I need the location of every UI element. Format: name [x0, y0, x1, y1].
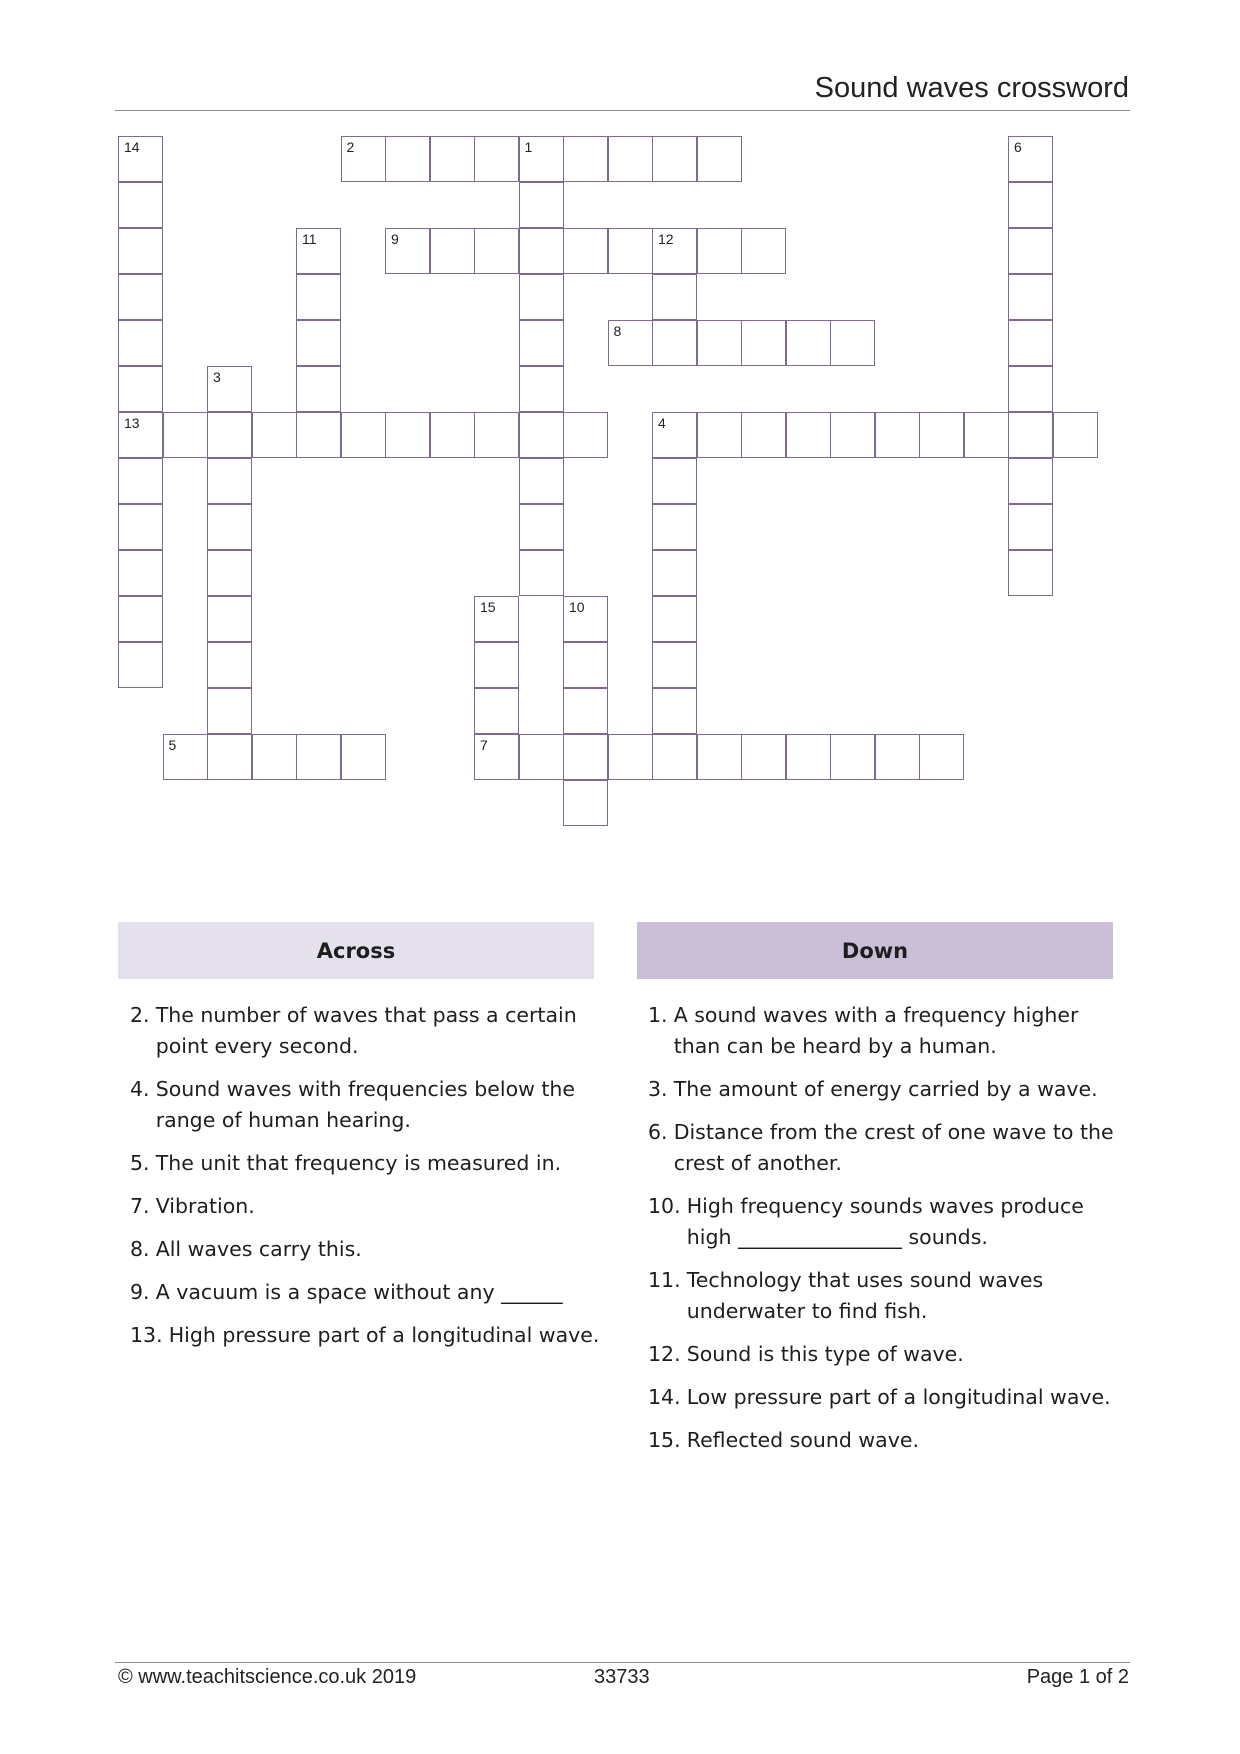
clue-number: 3.	[648, 1077, 668, 1101]
clue-text: High pressure part of a longitudinal wave.	[168, 1323, 600, 1347]
clue-text: High frequency sounds waves produce high ________________ sounds.	[686, 1194, 1084, 1249]
crossword-cell[interactable]	[296, 274, 341, 320]
footer-page-number: Page 1 of 2	[1026, 1666, 1129, 1688]
crossword-cell[interactable]	[474, 136, 519, 182]
crossword-cell[interactable]	[474, 228, 519, 274]
crossword-cell[interactable]	[741, 320, 786, 366]
crossword-cell[interactable]	[652, 596, 697, 642]
clue-number: 7.	[130, 1194, 150, 1218]
clue-number: 1.	[648, 1003, 668, 1027]
crossword-cell[interactable]	[118, 550, 163, 596]
crossword-cell[interactable]	[118, 412, 163, 458]
crossword-cell[interactable]	[118, 182, 163, 228]
clue-number-label: 11	[302, 231, 317, 247]
crossword-cell[interactable]	[163, 734, 208, 780]
crossword-cell[interactable]	[1053, 412, 1098, 458]
down-clue-15	[648, 1425, 1118, 1456]
crossword-cell[interactable]	[118, 320, 163, 366]
crossword-cell[interactable]	[118, 504, 163, 550]
crossword-cell[interactable]	[964, 412, 1009, 458]
crossword-cell[interactable]	[519, 182, 564, 228]
clue-number: 11.	[648, 1268, 681, 1292]
crossword-cell[interactable]	[652, 228, 697, 274]
clue-number: 2.	[130, 1003, 150, 1027]
clue-number: 4.	[130, 1077, 150, 1101]
crossword-cell[interactable]	[652, 136, 697, 182]
crossword-cell[interactable]	[519, 228, 564, 274]
crossword-cell[interactable]	[786, 320, 831, 366]
crossword-cell[interactable]	[296, 228, 341, 274]
crossword-cell[interactable]	[474, 688, 519, 734]
crossword-cell[interactable]	[385, 228, 430, 274]
clue-number: 15.	[648, 1428, 681, 1452]
crossword-cell[interactable]	[474, 642, 519, 688]
crossword-cell[interactable]	[830, 320, 875, 366]
crossword-cell[interactable]	[919, 412, 964, 458]
clue-text: All waves carry this.	[155, 1237, 362, 1261]
crossword-cell[interactable]	[207, 596, 252, 642]
crossword-cell[interactable]	[563, 596, 608, 642]
across-header: Across	[118, 922, 594, 979]
crossword-cell[interactable]	[608, 734, 653, 780]
clue-text: The amount of energy carried by a wave.	[673, 1077, 1098, 1101]
clue-number-label: 4	[658, 415, 666, 431]
clue-text: The unit that frequency is measured in.	[155, 1151, 562, 1175]
crossword-cell[interactable]	[652, 458, 697, 504]
crossword-cell[interactable]	[652, 320, 697, 366]
crossword-cell[interactable]	[697, 320, 742, 366]
clue-number-label: 9	[391, 231, 399, 247]
crossword-cell[interactable]	[118, 642, 163, 688]
clue-number: 9.	[130, 1280, 150, 1304]
down-clue-3	[648, 1074, 1118, 1105]
clue-number-label: 1	[524, 139, 533, 155]
clue-number: 8.	[130, 1237, 150, 1261]
clue-number-label: 3	[213, 369, 221, 385]
clue-number-label: 12	[658, 231, 674, 247]
clue-text: Distance from the crest of one wave to the crest of another.	[673, 1120, 1114, 1175]
footer-copyright: © www.teachitscience.co.uk 2019	[118, 1666, 417, 1688]
down-clue-14	[648, 1382, 1118, 1413]
crossword-cell[interactable]	[919, 734, 964, 780]
page-title: Sound waves crossword	[814, 72, 1129, 104]
crossword-cell[interactable]	[652, 550, 697, 596]
crossword-cell[interactable]	[652, 412, 697, 458]
crossword-cell[interactable]	[875, 412, 920, 458]
crossword-cell[interactable]	[207, 458, 252, 504]
crossword-cell[interactable]	[207, 412, 252, 458]
crossword-cell[interactable]	[1008, 366, 1053, 412]
clue-number-label: 2	[346, 139, 355, 155]
crossword-cell[interactable]	[1008, 550, 1053, 596]
crossword-cell[interactable]	[430, 228, 475, 274]
clue-number-label: 7	[480, 737, 488, 753]
crossword-cell[interactable]	[118, 366, 163, 412]
down-header: Down	[637, 922, 1113, 979]
down-clue-list	[648, 1000, 1118, 1468]
crossword-cell[interactable]	[474, 412, 519, 458]
crossword-cell[interactable]	[519, 366, 564, 412]
crossword-cell[interactable]	[296, 320, 341, 366]
crossword-cell[interactable]	[207, 366, 252, 412]
crossword-cell[interactable]	[118, 136, 163, 182]
crossword-cell[interactable]	[652, 734, 697, 780]
crossword-cell[interactable]	[118, 274, 163, 320]
across-clue-8	[130, 1234, 600, 1265]
clue-number: 10.	[648, 1194, 681, 1218]
across-clue-5	[130, 1148, 600, 1179]
clue-text: Sound is this type of wave.	[686, 1342, 964, 1366]
clue-number-label: 14	[124, 139, 140, 155]
crossword-cell[interactable]	[741, 412, 786, 458]
crossword-cell[interactable]	[830, 734, 875, 780]
down-clue-11	[648, 1265, 1118, 1327]
crossword-cell[interactable]	[296, 366, 341, 412]
crossword-cell[interactable]	[608, 320, 653, 366]
clue-number-label: 6	[1014, 139, 1022, 155]
crossword-cell[interactable]	[341, 734, 386, 780]
crossword-cell[interactable]	[1008, 182, 1053, 228]
crossword-cell[interactable]	[563, 136, 608, 182]
crossword-cell[interactable]	[697, 412, 742, 458]
crossword-cell[interactable]	[697, 228, 742, 274]
across-clue-7	[130, 1191, 600, 1222]
clue-number-label: 15	[480, 599, 496, 615]
clue-text: Technology that uses sound waves underwater to find fish.	[686, 1268, 1044, 1323]
crossword-cell[interactable]	[519, 274, 564, 320]
crossword-cell[interactable]	[207, 642, 252, 688]
across-clue-4	[130, 1074, 600, 1136]
clue-text: Reflected sound wave.	[686, 1428, 919, 1452]
footer-doc-id: 33733	[594, 1666, 650, 1688]
crossword-cell[interactable]	[1008, 504, 1053, 550]
clue-number-label: 8	[613, 323, 622, 339]
down-clue-10	[648, 1191, 1118, 1253]
crossword-cell[interactable]	[608, 228, 653, 274]
clue-number: 12.	[648, 1342, 681, 1366]
crossword-cell[interactable]	[519, 734, 564, 780]
crossword-cell[interactable]	[252, 412, 297, 458]
clue-text: A sound waves with a frequency higher than can be heard by a human.	[673, 1003, 1079, 1058]
crossword-cell[interactable]	[652, 274, 697, 320]
crossword-cell[interactable]	[430, 136, 475, 182]
across-clue-2	[130, 1000, 600, 1062]
crossword-cell[interactable]	[563, 642, 608, 688]
crossword-cell[interactable]	[1008, 458, 1053, 504]
crossword-cell[interactable]	[296, 734, 341, 780]
crossword-cell[interactable]	[563, 228, 608, 274]
crossword-cell[interactable]	[652, 504, 697, 550]
crossword-cell[interactable]	[1008, 228, 1053, 274]
crossword-cell[interactable]	[118, 458, 163, 504]
clue-text: Vibration.	[155, 1194, 255, 1218]
crossword-cell[interactable]	[207, 734, 252, 780]
clue-text: A vacuum is a space without any ______	[155, 1280, 563, 1304]
crossword-cell[interactable]	[652, 642, 697, 688]
crossword-cell[interactable]	[608, 136, 653, 182]
clue-number: 6.	[648, 1120, 668, 1144]
crossword-cell[interactable]	[385, 136, 430, 182]
crossword-cell[interactable]	[430, 412, 475, 458]
crossword-cell[interactable]	[474, 596, 519, 642]
crossword-cell[interactable]	[563, 412, 608, 458]
clue-text: Sound waves with frequencies below the range of human hearing.	[155, 1077, 576, 1132]
crossword-cell[interactable]	[1008, 274, 1053, 320]
crossword-cell[interactable]	[1008, 412, 1053, 458]
clue-number: 14.	[648, 1385, 681, 1409]
crossword-grid	[0, 0, 1240, 840]
crossword-cell[interactable]	[519, 320, 564, 366]
crossword-cell[interactable]	[741, 228, 786, 274]
crossword-cell[interactable]	[563, 780, 608, 826]
crossword-cell[interactable]	[786, 734, 831, 780]
across-clue-13	[130, 1320, 600, 1351]
crossword-cell[interactable]	[341, 412, 386, 458]
crossword-cell[interactable]	[207, 688, 252, 734]
crossword-cell[interactable]	[563, 688, 608, 734]
across-clue-9	[130, 1277, 600, 1308]
clue-text: Low pressure part of a longitudinal wave.	[686, 1385, 1111, 1409]
crossword-cell[interactable]	[118, 596, 163, 642]
crossword-cell[interactable]	[875, 734, 920, 780]
crossword-cell[interactable]	[296, 412, 341, 458]
clue-number: 13.	[130, 1323, 163, 1347]
crossword-cell[interactable]	[519, 136, 564, 182]
crossword-cell[interactable]	[207, 504, 252, 550]
crossword-cell[interactable]	[385, 412, 430, 458]
crossword-cell[interactable]	[341, 136, 386, 182]
crossword-cell[interactable]	[830, 412, 875, 458]
down-clue-12	[648, 1339, 1118, 1370]
clue-number-label: 10	[569, 599, 585, 615]
crossword-cell[interactable]	[163, 412, 208, 458]
crossword-cell[interactable]	[563, 734, 608, 780]
crossword-cell[interactable]	[786, 412, 831, 458]
across-clue-list	[130, 1000, 600, 1363]
crossword-cell[interactable]	[474, 734, 519, 780]
crossword-cell[interactable]	[697, 734, 742, 780]
crossword-cell[interactable]	[741, 734, 786, 780]
crossword-cell[interactable]	[207, 550, 252, 596]
crossword-cell[interactable]	[1008, 320, 1053, 366]
crossword-cell[interactable]	[252, 734, 297, 780]
crossword-cell[interactable]	[519, 458, 564, 504]
footer-divider	[115, 1662, 1130, 1663]
down-clue-1	[648, 1000, 1118, 1062]
crossword-cell[interactable]	[118, 228, 163, 274]
clue-number-label: 5	[168, 737, 177, 753]
crossword-cell[interactable]	[652, 688, 697, 734]
crossword-cell[interactable]	[697, 136, 742, 182]
down-clue-6	[648, 1117, 1118, 1179]
crossword-cell[interactable]	[519, 550, 564, 596]
crossword-cell[interactable]	[519, 504, 564, 550]
clue-text: The number of waves that pass a certain point every second.	[155, 1003, 577, 1058]
clue-number-label: 13	[124, 415, 140, 431]
crossword-cell[interactable]	[1008, 136, 1053, 182]
crossword-cell[interactable]	[519, 412, 564, 458]
clue-number: 5.	[130, 1151, 150, 1175]
